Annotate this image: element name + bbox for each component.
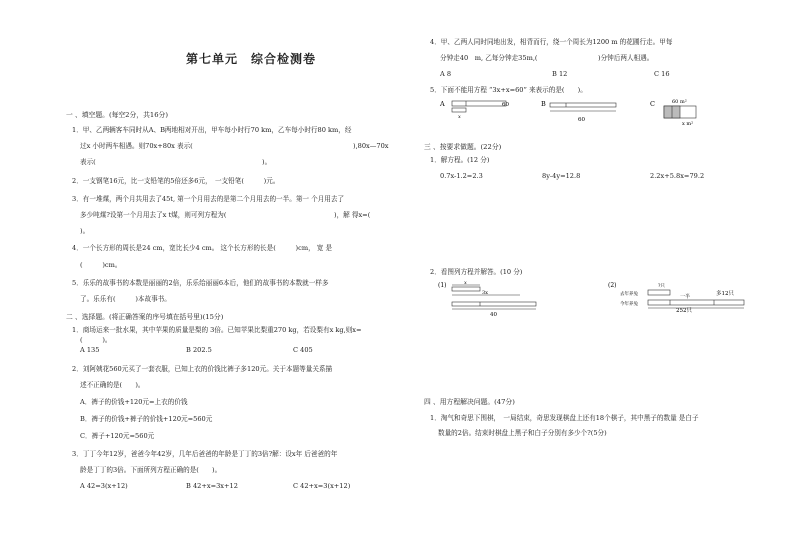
fig2-half: 一半 [680,294,691,300]
equation-3: 2.2x+5.8x=79.2 [650,172,705,180]
s1-q5-line2: 了。乐乐有( )本故事书。 [80,295,171,303]
s1-q5-line1: 5．乐乐的故事书的本数是丽丽的2倍，乐乐给丽丽6本后，他们的故事书的本数就一样多 [72,279,329,287]
equation-2: 8y-4y=12.8 [542,172,581,180]
s2-q3-option-c: C 42+x=3(x+12) [293,482,351,490]
section-4-heading: 四 、用方程解决问题。(47分) [424,398,515,406]
section-2-heading: 二 、选择题。(将正确答案的序号填在括号里)(15分) [66,313,224,321]
s2-q3-line2: 龄是丁丁的3倍。下面所列方程正确的是( )。 [80,466,222,474]
fig-a-60: 60 [502,102,509,108]
s1-q3-line3: )。 [80,227,90,235]
s1-q1-line3-tail: )。 [262,158,272,166]
s2-q1-option-c: C 405 [293,346,313,354]
s4-q1-line2: 数量的2倍。结束时棋盘上黑子和白子分别有多少个?(5分) [438,429,607,437]
page-title: 第七单元 综合检测卷 [186,52,317,66]
s2-q1-line1: 1．商场运来一批水果，其中苹果的质量是梨的 3倍。已知苹果比梨重270 kg，若设梨有x kg,则x= [72,326,362,334]
s1-q4-line1: 4．一个长方形的周长是24 cm，宽比长少4 cm。 这个长方形的长是( )cm， 宽 是 [72,244,333,252]
fig-a-x: x [458,114,461,120]
fig-c-area: 60 m² [672,99,687,105]
fig2-only: ?只 [658,284,665,289]
s2-q5: 5．下面不能用方程 “3x+x=60” 来表示的是( )。 [430,86,587,94]
fig-b-bar [550,103,616,107]
fig2-this-year-bar [648,300,744,305]
s2-q4-line2-tail: )分钟后两人相遇。 [598,54,654,62]
fig-b-60: 60 [578,117,585,123]
section-1-heading: 一 、填空题。(每空2分，共16分) [66,111,168,119]
s3-q2: 2．看图列方程并解答。(10 分) [430,268,523,276]
fig-c-label: C [650,100,655,108]
s3-figure-1 [436,280,546,320]
s1-q3-line2-tail: )，解 得x=( [334,211,371,219]
s2-q2-option-a: A．裤子的价钱+120元=上衣的价钱 [80,398,188,406]
s2-q5-figures [438,96,708,130]
fig-c-x: x m² [682,121,694,127]
fig1-40: 40 [490,312,497,318]
s2-q4-option-a: A 8 [440,70,452,78]
s1-q1-line2: 过x 小时两车相遇。则70x+80x 表示( [80,142,193,150]
s2-q1-option-b: B 202.5 [186,346,212,354]
fig2-last-year-bar [648,290,670,295]
fig1-total-bar [452,302,536,306]
fig-a-bar [452,101,506,106]
fig2-total: 252只 [676,308,692,314]
fig-b-label: B [541,100,546,108]
fig2-last-year: 去年养兔 [620,292,638,297]
s2-q1-option-a: A 135 [80,346,100,354]
s2-q2-line2: 述不正确的是( )。 [80,381,145,389]
fig2-label: (2) [608,282,617,289]
fig1-x: x [464,280,467,286]
s2-q3-line1: 3．丁丁今年12岁，爸爸今年42岁，几年后爸爸的年龄是丁丁的3倍?解：设x年 后爸爸的年 [72,450,338,458]
fig-a-small-bar [452,108,466,112]
s1-q2: 2．一支钢笔16元，比一支铅笔的5倍还多6元， 一支铅笔( )元。 [72,177,280,185]
s1-q3-line2: 多少吨煤?设第一个月用去了x t煤，则可列方程为( [80,211,227,219]
s2-q4-option-b: B 12 [552,70,568,78]
fig1-x-bar [452,287,480,291]
s2-q1-line2: ( )。 [80,336,112,344]
s2-q4-line2: 分钟走40 m, 乙每分钟走35m,( [440,54,538,62]
fig1-3x: 3x [482,290,489,296]
fig1-label: (1) [438,282,447,289]
fig2-more: 多12只 [716,291,734,297]
equation-1: 0.7x-1.2=2.3 [440,172,483,180]
s2-q2-option-c: C．裤子+120元=560元 [80,432,155,440]
s1-q4-line2: ( )cm。 [80,261,122,269]
s2-q2-line1: 2．刘阿姨花560元买了一套衣服，已知上衣的价钱比裤子多120元。关于本题等量关系描 [72,365,333,373]
section-3-heading: 三 、按要求做题。(22分) [424,143,502,151]
fig2-this-year: 今年养兔 [620,302,638,307]
s2-q3-option-b: B 42+x=3x+12 [186,482,238,490]
s1-q1-line2-tail: ),80x—70x [353,142,389,150]
s4-q1-line1: 1．淘气和奇思下围棋， 一局结束，奇思发现棋盘上还有18个棋子，其中黑子的数量 是白子 [430,414,699,422]
s1-q1-line1: 1．甲、乙两辆客车同时从A、B两地相对开出，甲车每小时行70 km，乙车每小时行80 km，经 [72,126,352,134]
s1-q1-line3: 表示( [80,158,96,166]
s3-figure-2 [606,280,756,314]
s2-q4-option-c: C 16 [654,70,670,78]
s2-q3-option-a: A 42=3(x+12) [80,482,128,490]
s1-q3-line1: 3．有一堆煤，两个月共用去了45t, 第一个月用去的是第二个月用去的一半。第一 个月用去了 [72,195,345,203]
s3-q1: 1．解方程。(12 分) [430,156,490,164]
s2-q2-option-b: B．裤子的价钱+裤子的价钱+120元=560元 [80,415,213,423]
fig-a-label: A [440,100,445,108]
s2-q4-line1: 4．甲、乙两人同时同地出发，相背而行，绕一个周长为1200 m 的花圃行走。甲每 [430,38,673,46]
